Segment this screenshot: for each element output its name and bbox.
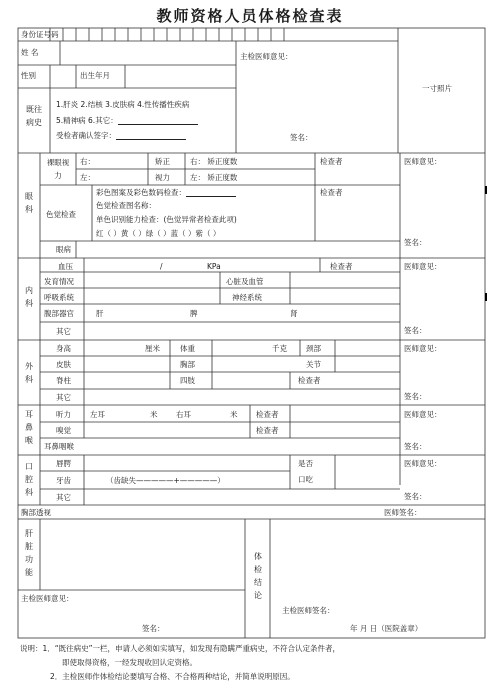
eye-examiner-label: 检查者	[320, 157, 343, 166]
examinee-confirm-sign: 受检者确认签字：	[56, 131, 186, 140]
spleen-label: 脾	[190, 309, 198, 318]
eye-sign-label: 签名：	[404, 238, 427, 247]
internal-examiner-label: 检查者	[330, 262, 353, 271]
smell-label: 嗅觉	[56, 426, 71, 435]
surgery-other-label: 其它	[56, 393, 71, 402]
spine-label: 脊柱	[56, 376, 71, 385]
history-options-1: 1.肝炎 2.结核 3.皮肤病 4.性传播性疾病	[56, 100, 190, 109]
color-test-line-2: 色觉检查图名称：	[96, 201, 156, 210]
internal-doctor-opinion-label: 医师意见：	[404, 262, 442, 271]
corrected-label: 矫正	[155, 157, 170, 166]
kidney-label: 肾	[290, 309, 298, 318]
liver-function-section-label: 肝脏功能	[25, 529, 33, 577]
skin-label: 皮肤	[56, 360, 71, 369]
color-examiner-label: 检查者	[320, 188, 343, 197]
abdomen-label: 腹部器官	[44, 309, 74, 318]
head-doctor-opinion-label: 主检医师意见：	[240, 52, 293, 61]
color-test-line-1: 彩色图案及彩色数码检查：	[96, 188, 236, 197]
eye-disease-label: 眼病	[56, 245, 71, 254]
oral-sign-label: 签名：	[404, 492, 427, 501]
conclusion-date-label: 年 月 日（医院盖章）	[350, 624, 423, 633]
head-sign-label: 签名：	[290, 133, 313, 142]
chest-xray-label: 胸部透视	[21, 508, 51, 517]
surgery-sign-label: 签名：	[404, 392, 427, 401]
liver-label: 肝	[96, 309, 104, 318]
naked-vision-label: 裸眼视力	[46, 158, 70, 180]
internal-section-label: 内科	[25, 286, 33, 308]
stutter-label-2: 口吃	[298, 475, 313, 484]
smell-examiner-label: 检查者	[256, 426, 279, 435]
heart-label: 心脏及血管	[226, 277, 264, 286]
left-corrected-degree: 左： 矫正度数	[190, 173, 238, 182]
corrected-vision-label: 视力	[155, 173, 170, 182]
ent-doctor-opinion-label: 医师意见：	[404, 410, 442, 419]
lips-label: 唇腭	[56, 459, 71, 468]
note-line-2: 即使取得资格，一经发现收回认定资格。	[62, 658, 197, 667]
birth-label: 出生年月	[80, 71, 110, 80]
right-ear-label: 右耳	[176, 410, 191, 419]
height-unit: 厘米	[145, 344, 160, 353]
color-test-line-4: 红（ ）黄（ ）绿（ ）蓝（ ）紫（ ）	[96, 229, 221, 238]
chest-label: 胸部	[180, 360, 195, 369]
ent-section-label: 耳鼻喉	[25, 410, 33, 445]
weight-unit: 千克	[272, 344, 287, 353]
left-ear-unit: 米	[150, 410, 158, 419]
ent-disease-label: 耳鼻咽喉	[44, 442, 74, 451]
id-number-label: 身份证号码	[21, 30, 59, 39]
color-test-line-3: 单色识别能力检查：(色觉异常者检查此项)	[96, 215, 237, 224]
surgery-examiner-label: 检查者	[298, 376, 321, 385]
teeth-label: 牙齿	[56, 476, 71, 485]
right-eye-vision: 右：	[80, 157, 95, 166]
form-title: 教师资格人员体格检查表	[156, 7, 344, 25]
blood-pressure-label: 血压	[58, 262, 73, 271]
photo-label: 一寸照片	[422, 84, 452, 93]
left-ear-label: 左耳	[90, 410, 105, 419]
bp-unit: KPa	[207, 262, 221, 271]
eye-doctor-opinion-label: 医师意见：	[404, 157, 442, 166]
joints-label: 关节	[306, 360, 321, 369]
oral-section-label: 口腔科	[25, 462, 33, 497]
stutter-label-1: 是否	[298, 459, 313, 468]
limbs-label: 四肢	[180, 376, 195, 385]
hearing-label: 听力	[56, 410, 71, 419]
development-label: 发育情况	[44, 277, 74, 286]
surgery-doctor-opinion-label: 医师意见：	[404, 344, 442, 353]
liver-doctor-opinion-label: 主检医师意见：	[21, 594, 74, 603]
left-eye-vision: 左：	[80, 173, 95, 182]
right-corrected-degree: 右： 矫正度数	[190, 157, 238, 166]
history-label: 既往病史	[26, 105, 42, 127]
note-line-1: 说明：1．“既往病史”一栏，申请人必须如实填写，如发现有隐瞒严重病史，不符合认定条件者，	[20, 644, 341, 653]
respiratory-label: 呼吸系统	[44, 293, 74, 302]
internal-other-label: 其它	[56, 327, 71, 336]
name-label: 姓 名	[21, 48, 39, 57]
liver-sign-label: 签名：	[142, 624, 165, 633]
height-label: 身高	[56, 344, 71, 353]
xray-doctor-sign-label: 医师签名：	[384, 508, 422, 517]
nervous-label: 神经系统	[232, 293, 262, 302]
right-ear-unit: 米	[230, 410, 238, 419]
ent-sign-label: 签名：	[404, 442, 427, 451]
weight-label: 体重	[180, 344, 195, 353]
oral-other-label: 其它	[56, 493, 71, 502]
conclusion-section-label: 体检结论	[254, 552, 262, 600]
conclusion-doctor-sign-label: 主检医师签名：	[282, 606, 335, 615]
internal-sign-label: 签名：	[404, 326, 427, 335]
teeth-note: （齿缺失—————+—————）	[106, 476, 225, 485]
eye-section-label: 眼科	[25, 192, 33, 214]
note-line-3: 2．主检医师作体检结论要填写合格、不合格两种结论，并简单说明原因。	[50, 672, 295, 681]
surgery-section-label: 外科	[25, 362, 33, 384]
history-options-2: 5.精神病 6.其它：	[56, 116, 198, 125]
color-vision-label: 色觉检查	[46, 210, 76, 219]
hearing-examiner-label: 检查者	[256, 410, 279, 419]
gender-label: 性别	[21, 71, 36, 80]
neck-label: 颈部	[306, 344, 321, 353]
bp-slash: /	[160, 262, 163, 271]
oral-doctor-opinion-label: 医师意见：	[404, 459, 442, 468]
